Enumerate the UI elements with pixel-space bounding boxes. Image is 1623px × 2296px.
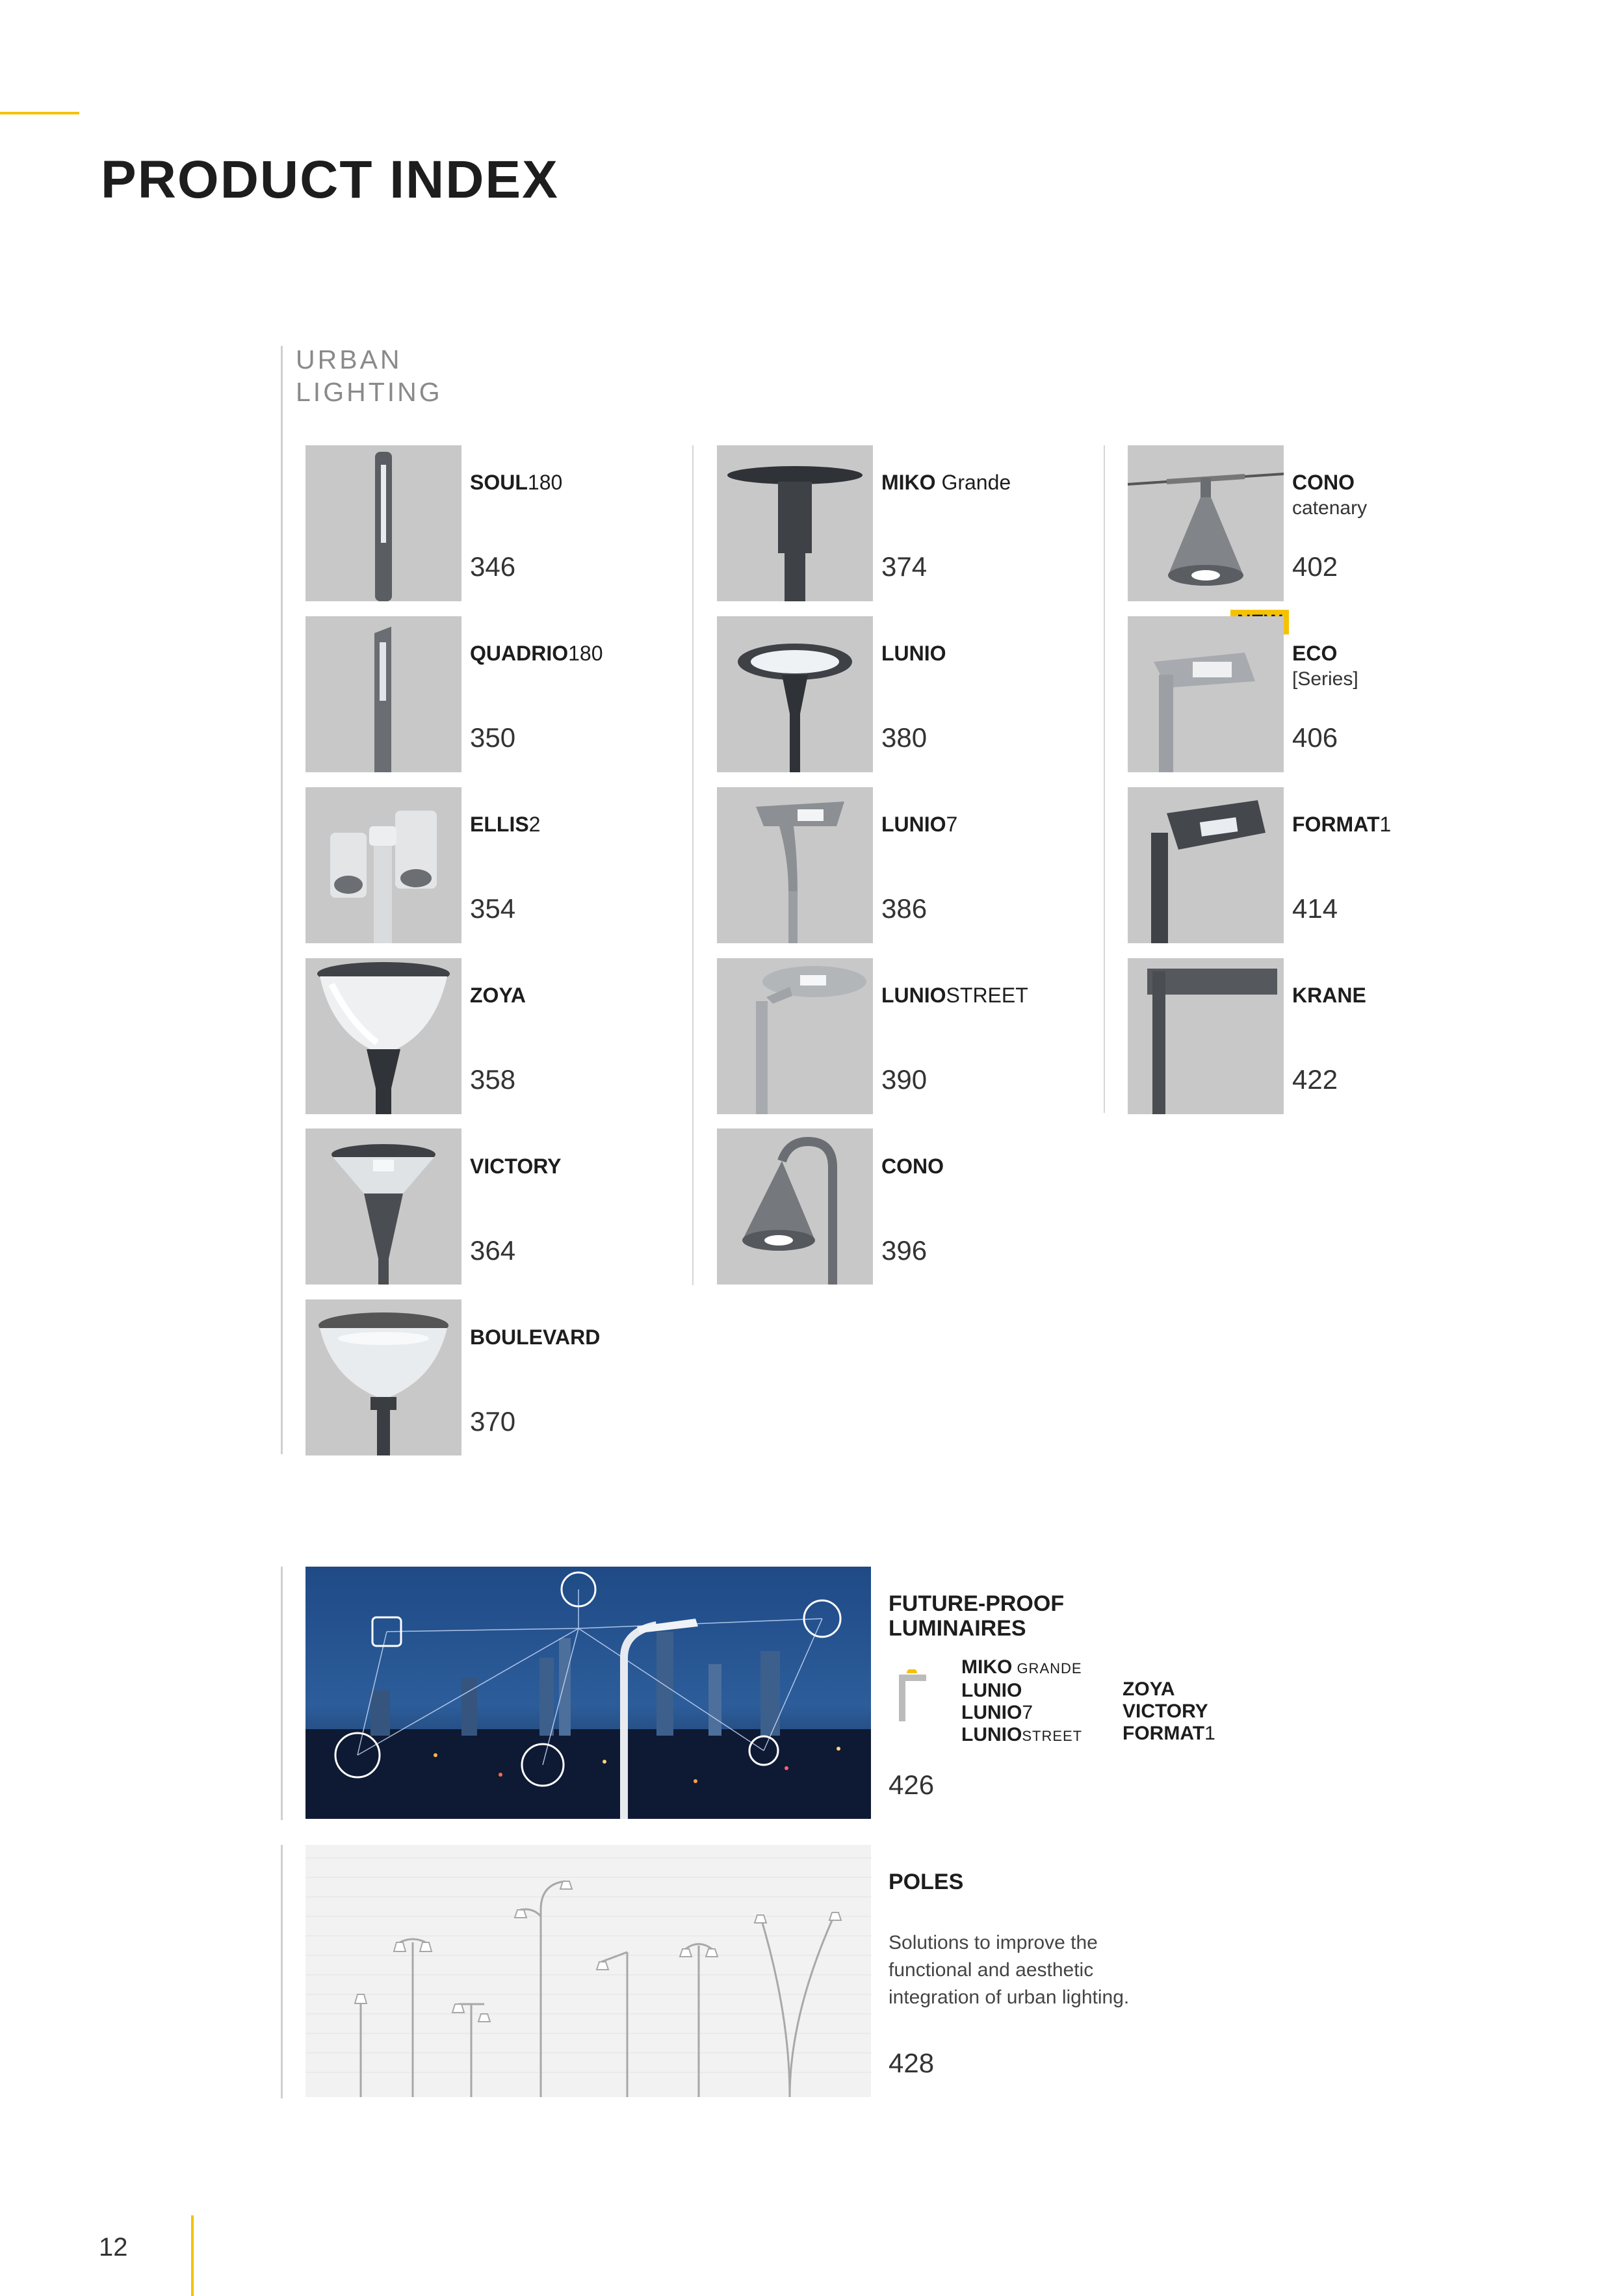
product-thumb-ellis2[interactable] [305,787,461,943]
product-page[interactable]: 358 [470,1064,516,1095]
product-thumb-eco[interactable] [1128,616,1284,772]
product-page[interactable]: 414 [1292,893,1338,924]
product-name: CONO [881,1155,944,1178]
future-list-col2 [1123,1678,1215,1745]
product-thumb-krane[interactable] [1128,958,1284,1114]
product-page[interactable]: 346 [470,551,516,582]
product-thumb-miko-grande[interactable] [717,445,873,601]
bottom-accent-line [191,2215,194,2296]
smart-city-image[interactable] [305,1567,871,1819]
poles-title: POLES [889,1870,964,1894]
product-name: CONO catenary [1292,471,1368,519]
future-page[interactable]: 426 [889,1769,935,1800]
product-page[interactable]: 406 [1292,722,1338,753]
list-item: VICTORY [1123,1701,1208,1722]
product-name: QUADRIO180 [470,642,603,665]
product-thumb-cono[interactable] [717,1128,873,1285]
product-page[interactable]: 374 [881,551,928,582]
product-name: SOUL180 [470,471,563,494]
product-page[interactable]: 396 [881,1235,928,1266]
list-item: LUNIO7 [961,1702,1033,1723]
product-page[interactable]: 350 [470,722,516,753]
product-thumb-victory[interactable] [305,1128,461,1285]
product-thumb-cono-catenary[interactable] [1128,445,1284,601]
product-name: LUNIO7 [881,813,958,836]
list-item: FORMAT1 [1123,1723,1215,1744]
product-name: LUNIO [881,642,946,665]
product-thumb-quadrio180[interactable] [305,616,461,772]
list-item: MIKO GRANDE [961,1656,1082,1678]
street-light-icon [894,1669,926,1721]
future-proof-title: FUTURE-PROOF LUMINAIRES [889,1591,1065,1641]
poles-description: Solutions to improve the functional and aesthetic integration of urban lighting. [889,1932,1130,2008]
poles-image[interactable] [305,1845,871,2097]
product-name: ZOYA [470,984,526,1007]
product-page[interactable]: 370 [470,1406,516,1437]
product-page[interactable]: 380 [881,722,928,753]
product-thumb-boulevard[interactable] [305,1299,461,1455]
banner-divider [281,1567,283,1820]
product-thumb-format1[interactable] [1128,787,1284,943]
product-page[interactable]: 390 [881,1064,928,1095]
future-list-col1 [961,1656,1082,1747]
product-name: KRANE [1292,984,1366,1007]
list-item: LUNIO [961,1680,1022,1701]
section-divider [281,346,283,1454]
product-name: VICTORY [470,1155,562,1178]
column-divider [1104,445,1105,1113]
page-number: 12 [99,2233,128,2262]
list-item: LUNIOSTREET [961,1724,1083,1745]
list-item: ZOYA [1123,1678,1175,1700]
product-thumb-lunio7[interactable] [717,787,873,943]
product-name: FORMAT1 [1292,813,1392,836]
product-thumb-luniostreet[interactable] [717,958,873,1114]
product-page[interactable]: 354 [470,893,516,924]
product-page[interactable]: 402 [1292,551,1338,582]
product-name: BOULEVARD [470,1325,601,1349]
section-label: URBAN LIGHTING [296,345,443,407]
product-name: ECO [Series] [1292,642,1358,690]
poles-page[interactable]: 428 [889,2048,935,2078]
product-name: LUNIOSTREET [881,984,1028,1007]
product-page[interactable]: 422 [1292,1064,1338,1095]
product-thumb-soul180[interactable] [305,445,461,601]
product-thumb-lunio[interactable] [717,616,873,772]
product-page[interactable]: 386 [881,893,928,924]
product-page[interactable]: 364 [470,1235,516,1266]
product-name: ELLIS2 [470,813,541,836]
poles-divider [281,1845,283,2098]
page-title: PRODUCT INDEX [101,150,559,209]
product-name: MIKO Grande [881,471,1011,494]
top-accent-line [0,112,79,114]
product-thumb-zoya[interactable] [305,958,461,1114]
column-divider [692,445,694,1285]
